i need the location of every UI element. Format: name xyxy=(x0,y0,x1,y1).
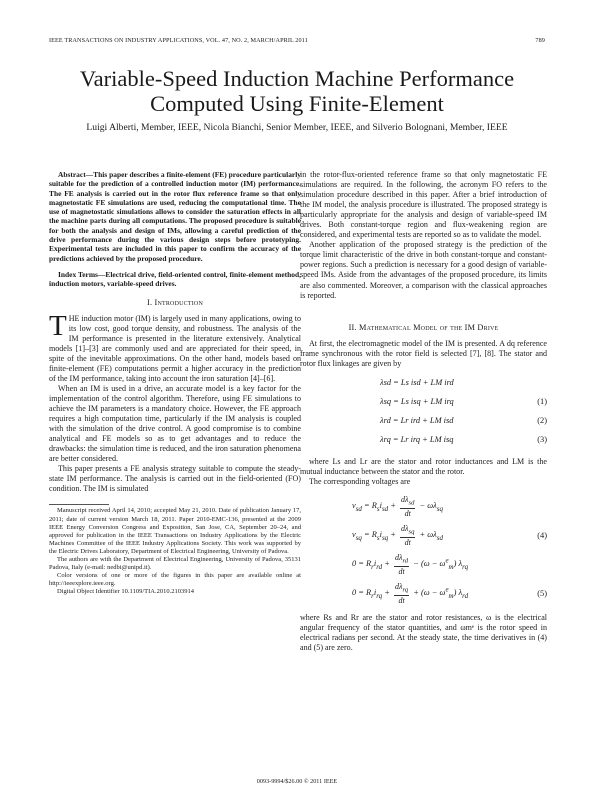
equation-number-3: (3) xyxy=(537,434,547,444)
intro-paragraph-2: When an IM is used in a drive, an accurate model is a key factor for the implementation of the control algorithm. Therefore, using FE simulations to achieve the IM parameters is a mandatory choice. However, the FE approach requires a high computation time, particularly if the IM analysis is coupled with the simulation of the drive control. A good compromise is to combine analytical and FE models so as to get advantages and to reduce the drawbacks: the simulation time is reduced, and the iron saturation phenomena are better considered. xyxy=(49,383,301,464)
section-2-paragraph-2: where Ls and Lr are the stator and rotor inductances and LM is the mutual inductance between the stator and the rotor. xyxy=(300,456,547,476)
voltage-equation-rq: $0 = R_ri_{rq}$ + $\frac{d\lambda_{rq}}{dt}$ + $(\omega - \omega^e_m)$ $\lambda_{rd}$ (5) xyxy=(352,581,547,605)
drop-cap: T xyxy=(49,309,67,342)
paper-title xyxy=(20,66,574,116)
voltage-equation-vsq: $v_{sq} = R_si_{sq}$ + $\frac{d\lambda_{sq}}{dt}$ + $\omega\lambda_{sd}$ (4) xyxy=(352,523,547,547)
abstract: Abstract—This paper describes a finite-element (FE) procedure particularly suitable for the prediction of a controlled induction motor (IM) performance. The FE analysis is carried out in the rotor flux reference frame so that only magnetostatic FE simulations are used, reducing the computational time. The use of magnetostatic simulations allows to consider the saturation effects in all the machine parts during all computations. The proposed procedure is suitable for both the analysis and design of IMs, allowing a careful prediction of the drive performance during the various design steps before prototyping. Experimental tests are included in this paper to confirm the accuracy of the predictions achieved by the proposed procedure. xyxy=(49,170,301,263)
intro-paragraph-3: This paper presents a FE analysis strategy suitable to compute the steady-state IM performance. The analysis is carried out in the field-oriented (FO) condition. The IM is simulated xyxy=(49,464,301,494)
equation-3: λrq = Lr irq + LM isq (3) xyxy=(380,434,547,444)
section-2-paragraph-3: The corresponding voltages are xyxy=(309,476,411,486)
voltage-equation-rd: $0 = R_ri_{rd}$ + $\frac{d\lambda_{rd}}{dt}$ − $(\omega - \omega^e_m)$ $\lambda_{rq}$ xyxy=(352,552,469,576)
equation-number-5: (5) xyxy=(537,588,547,598)
title-line-2: Computed Using Finite-Element xyxy=(150,91,444,116)
equation-2: λrd = Lr ird + LM isd (2) xyxy=(380,415,547,425)
footnote-authors: The authors are with the Department of Electrical Engineering, University of Padova, 35131 Padova, Italy (e-mail: nedbi@unipd.it). xyxy=(49,556,301,572)
section-1-title: I. Introduction xyxy=(146,297,203,307)
equation-number-4: (4) xyxy=(537,530,547,540)
equation-number-1: (1) xyxy=(537,396,547,406)
right-paragraph-1: in the rotor-flux-oriented reference frame so that only magnetostatic FE simulations are required. In the following, the acronym FO refers to the simulation procedure described in this paper. After a brief introduction of the IM model, the analysis procedure is illustrated. The proposed strategy is particularly appropriate for the analysis and design of variable-speed IM drives. Both constant-torque region and flux-weakening region are considered, and experimental tests are reported so as to validate the model. xyxy=(300,170,547,240)
section-2-title: II. Mathematical Model of the IM Drive xyxy=(348,322,499,332)
footnote-manuscript: Manuscript received April 14, 2010; accepted May 21, 2010. Date of publication January 17, 2011; date of current version March 18, 2011. Paper 2010-EMC-136, presented at the 2009 IEEE Energy Conversion Congress and Exposition, San Jose, CA, September 20–24, and approved for publication in the IEEE Transactions on Industry Applications by the Electric Machines Committee of the IEEE Industry Applications Society. This work was supported by the Electric Drives Laboratory, Department of Electrical Engineering, University of Padova. xyxy=(49,507,301,555)
intro-p1-text: HE induction motor (IM) is largely used in many applications, owing to its low cost, good torque density, and robustness. The analysis of the IM performance is presented in the literature extensively. Analytical models [1]–[3] are commonly used and are appreciated for their speed, in spite of the inevitable approximations. On the other hand, models based on finite-element (FE) computations permit a higher accuracy in the prediction of the IM performance, taking into account the iron saturation [4]–[6]. xyxy=(49,313,301,383)
intro-paragraph-1 xyxy=(49,309,301,384)
running-header xyxy=(49,37,545,49)
equation-1b: λsq = Ls isq + LM irq (1) xyxy=(380,396,547,406)
journal-name: IEEE TRANSACTIONS ON INDUSTRY APPLICATIONS, VOL. 47, NO. 2, MARCH/APRIL 2011 xyxy=(49,37,308,44)
footnotes xyxy=(49,507,301,596)
footnote-color: Color versions of one or more of the figures in this paper are available online at http://ieeexplore.ieee.org. xyxy=(49,572,301,588)
copyright-footer: 0093-9994/$26.00 © 2011 IEEE xyxy=(256,778,338,785)
footnote-doi: Digital Object Identifier 10.1109/TIA.2010.2103914 xyxy=(57,588,194,596)
section-2-paragraph-4: where Rs and Rr are the stator and rotor resistances, ω is the electrical angular frequency of the stator quantities, and ωmᵉ is the rotor speed in electrical radians per second. At the steady state, the time derivatives in (4) and (5) are zero. xyxy=(300,612,547,653)
author-list: Luigi Alberti, Member, IEEE, Nicola Bianchi, Senior Member, IEEE, and Silverio Bolognani, Member, IEEE xyxy=(86,122,508,133)
index-terms: Index Terms—Electrical drive, field-oriented control, finite-element method, induction motors, variable-speed drives. xyxy=(49,269,301,289)
title-line-1: Variable-Speed Induction Machine Performance xyxy=(79,66,515,91)
voltage-equation-vsd: $v_{sd} = R_si_{sd}$ + $\frac{d\lambda_{sd}}{dt}$ − $\omega\lambda_{sq}$ xyxy=(352,494,444,518)
equation-1a: λsd = Ls isd + LM ird xyxy=(380,377,454,387)
equation-number-2: (2) xyxy=(537,415,547,425)
left-column xyxy=(49,170,301,596)
right-column xyxy=(300,170,547,653)
footnote-rule xyxy=(49,504,109,505)
section-2-paragraph-1: At first, the electromagnetic model of the IM is presented. A dq reference frame synchronous with the rotor field is selected [7], [8]. The stator and rotor flux linkages are given by xyxy=(300,338,547,368)
right-paragraph-2: Another application of the proposed strategy is the prediction of the torque limit characteristic of the drive in both constant-torque and constant-power regions. Such a prediction is necessary for a good design of variable-speed IMs. Aside from the advantages of the proposed procedure, its limits are also commented. Moreover, a comparison with the classical approaches is reported. xyxy=(300,240,547,300)
page-number: 789 xyxy=(535,37,545,44)
